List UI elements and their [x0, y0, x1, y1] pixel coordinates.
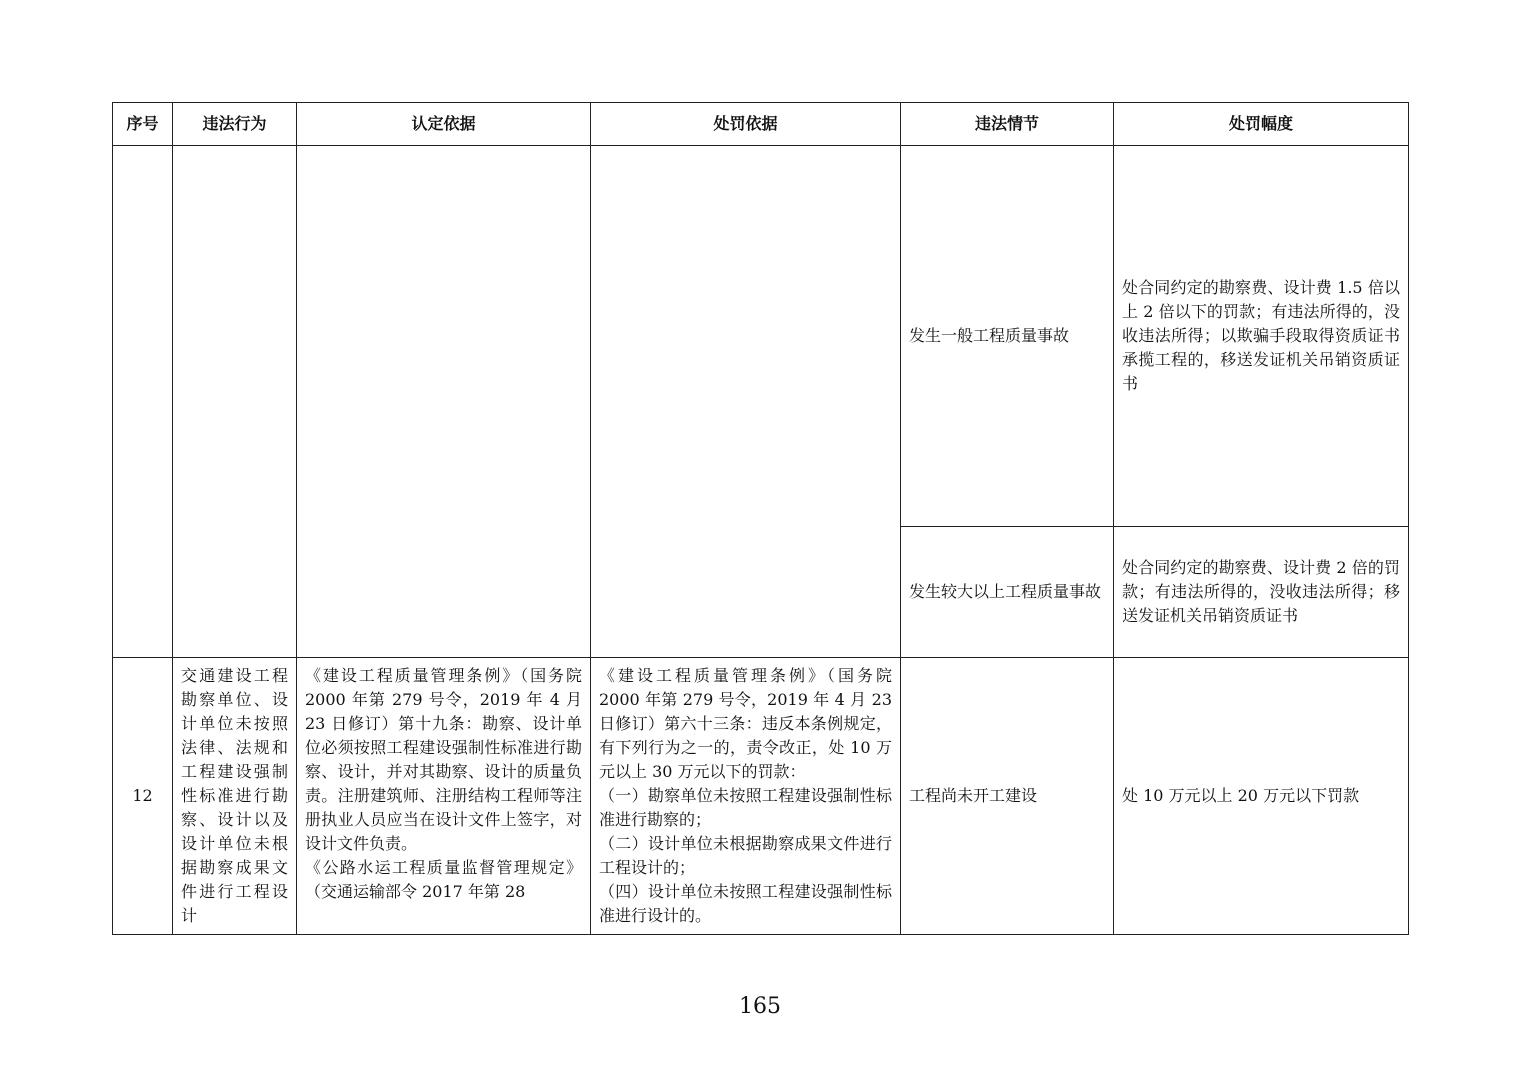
penalty-range-cell [1114, 146, 1409, 527]
header-basis-identification: 认定依据 [297, 103, 591, 146]
header-number: 序号 [113, 103, 173, 146]
basis-identification-text: 《建设工程质量管理条例》（国务院 2000 年第 279 号令，2019 年 4 月 23 日修订）第十九条：勘察、设计单位必须按照工程建设强制性标准进行勘察、设计，并对其勘察、设计的质量负责。注册建筑师、注册结构工程师等注册执业人员应当在设计文件上签字，对设计文件负责。 《公路水运工程质量监督管理规定》（交通运输部令 2017 年第 28 [305, 666, 582, 901]
continued-basis-identification-cell [297, 146, 591, 658]
penalty-range-cell [1114, 658, 1409, 935]
violation-text: 交通建设工程勘察单位、设计单位未按照法律、法规和工程建设强制性标准进行勘察、设计以及设计单位未根据勘察成果文件进行工程设计 [181, 666, 288, 925]
header-circumstance: 违法情节 [901, 103, 1114, 146]
continued-basis-penalty-cell [591, 146, 901, 658]
circumstance-major-accident: 发生较大以上工程质量事故 [909, 582, 1102, 601]
header-basis-penalty: 处罚依据 [591, 103, 901, 146]
table-row [113, 658, 1409, 935]
header-penalty-range: 处罚幅度 [1114, 103, 1409, 146]
penalty-not-started: 处 10 万元以上 20 万元以下罚款 [1122, 786, 1360, 805]
violation-cell [173, 658, 297, 935]
circumstance-cell [901, 146, 1114, 527]
basis-penalty-cell [591, 658, 901, 935]
circumstance-general-accident: 发生一般工程质量事故 [909, 326, 1070, 345]
penalty-table [112, 102, 1409, 935]
row-number-cell [113, 658, 173, 935]
circumstance-cell [901, 658, 1114, 935]
continued-number-cell [113, 146, 173, 658]
basis-identification-cell [297, 658, 591, 935]
basis-penalty-text: 《建设工程质量管理条例》（国务院 2000 年第 279 号令，2019 年 4 月 23 日修订）第六十三条：违反本条例规定，有下列行为之一的，责令改正，处 10 万元以上 30 万元以下的罚款： （一）勘察单位未按照工程建设强制性标准进行勘察的； （二）设计单位未根据勘察成果文件进行工程设计的； （四）设计单位未按照工程建设强制性标准进行设计的。 [599, 666, 892, 925]
table-row [113, 146, 1409, 527]
penalty-major-accident: 处合同约定的勘察费、设计费 2 倍的罚款；有违法所得的，没收违法所得；移送发证机关吊销资质证书 [1122, 558, 1400, 625]
table-header-row [113, 103, 1409, 146]
continued-violation-cell [173, 146, 297, 658]
page-number: 165 [739, 994, 781, 1019]
header-violation: 违法行为 [173, 103, 297, 146]
circumstance-cell [901, 527, 1114, 658]
penalty-range-cell [1114, 527, 1409, 658]
circumstance-not-started: 工程尚未开工建设 [909, 786, 1038, 805]
row-number: 12 [132, 786, 153, 805]
penalty-general-accident: 处合同约定的勘察费、设计费 1.5 倍以上 2 倍以下的罚款；有违法所得的，没收违法所得；以欺骗手段取得资质证书承揽工程的，移送发证机关吊销资质证书 [1122, 278, 1400, 393]
